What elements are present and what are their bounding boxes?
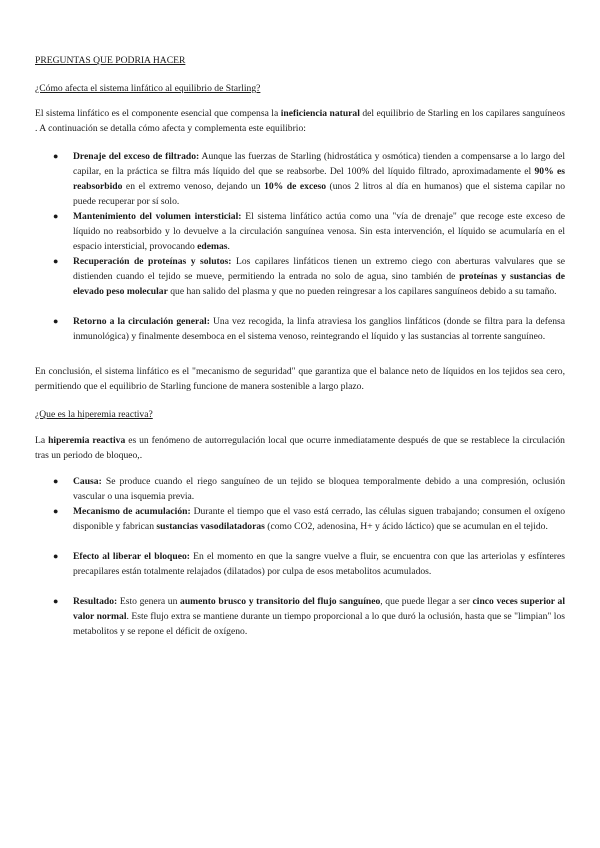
bullet-icon: ● (53, 151, 59, 161)
section1-conclusion: En conclusión, el sistema linfático es el "mecanismo de seguridad" que garantiza que el balance neto de líquidos en los tejidos sea cero, permitiendo que el equilibrio de Starling funcione de manera sostenible a largo plazo. (35, 366, 565, 392)
bullet-icon: ● (53, 476, 59, 486)
bullet-icon: ● (53, 551, 59, 561)
bullet-icon: ● (53, 211, 59, 221)
section1-list (35, 149, 565, 359)
list-item: ● Efecto al liberar el bloqueo: En el momento en que la sangre vuelve a fluir, se encuentra con que las arteriolas y esfínteres precapilares están totalmente relajados (dilatados) por culpa de esos metabolitos acumulados. (53, 551, 565, 577)
list-item: ● Mecanismo de acumulación: Durante el tiempo que el vaso está cerrado, las células siguen trabajando; consumen el oxígeno disponible y fabrican sustancias vasodilatadoras (como CO2, adenosina, H+ y ácido láctico) que se acumulan en el tejido. (53, 506, 565, 532)
section1-intro: El sistema linfático es el componente esencial que compensa la ineficiencia natural del equilibrio de Starling en los capilares sanguíneos . A continuación se detalla cómo afecta y complementa este equilibrio: (35, 108, 565, 134)
list-item: ● Mantenimiento del volumen intersticial: El sistema linfático actúa como una "vía de drenaje" que recoge este exceso de líquido no reabsorbido y lo devuelve a la circulación sanguínea venosa. Sin esta intervención, el líquido se acumularía en el espacio intersticial, provocando edemas. (53, 211, 565, 252)
section2-question: ¿Que es la hiperemia reactiva? (35, 409, 153, 420)
bullet-icon: ● (53, 316, 59, 326)
list-item: ● Resultado: Esto genera un aumento brusco y transitorio del flujo sanguíneo, que puede llegar a ser cinco veces superior al valor normal. Este flujo extra se mantiene durante un tiempo proporcional a lo que duró la oclusión, hasta que se "limpian" los metabolitos y se repone el déficit de oxígeno. (53, 596, 565, 637)
list-item: ● Retorno a la circulación general: Una vez recogida, la linfa atraviesa los ganglios linfáticos (donde se filtra para la defensa inmunológica) y finalmente desemboca en el sistema venoso, reintegrando el líquido y las sustancias al torrente sanguíneo. (53, 316, 566, 342)
section2-intro: La hiperemia reactiva es un fenómeno de autorregulación local que ocurre inmediatamente después de que se restablece la circulación tras un periodo de bloqueo,. (35, 435, 565, 461)
bullet-icon: ● (53, 256, 59, 266)
section1-question: ¿Cómo afecta el sistema linfático al equilibrio de Starling? (35, 83, 261, 94)
bullet-icon: ● (53, 506, 59, 516)
bullet-icon: ● (53, 596, 59, 606)
page-title: PREGUNTAS QUE PODRIA HACER (35, 55, 186, 66)
list-item: ● Causa: Se produce cuando el riego sanguíneo de un tejido se bloquea temporalmente debido a una compresión, oclusión vascular o una isquemia previa. (53, 476, 565, 502)
section2-list (35, 474, 565, 639)
list-item: ● Drenaje del exceso de filtrado: Aunque las fuerzas de Starling (hidrostática y osmótica) tienden a compensarse a lo largo del capilar, en la práctica se filtra más líquido del que se reabsorbe. Del 100% del líquido filtrado, aproximadamente el 90% es reabsorbido en el extremo venoso, dejando un 10% de exceso (unos 2 litros al día en humanos) que el sistema capilar no puede recuperar por sí solo. (53, 151, 566, 207)
list-item: ● Recuperación de proteínas y solutos: Los capilares linfáticos tienen un extremo ciego con aberturas valvulares que se distienden cuando el tejido se mueve, permitiendo la entrada no solo de agua, sino también de proteínas y sustancias de elevado peso molecular que han salido del plasma y que no pueden reingresar a los capilares sanguíneos debido a su tamaño. (53, 256, 566, 297)
